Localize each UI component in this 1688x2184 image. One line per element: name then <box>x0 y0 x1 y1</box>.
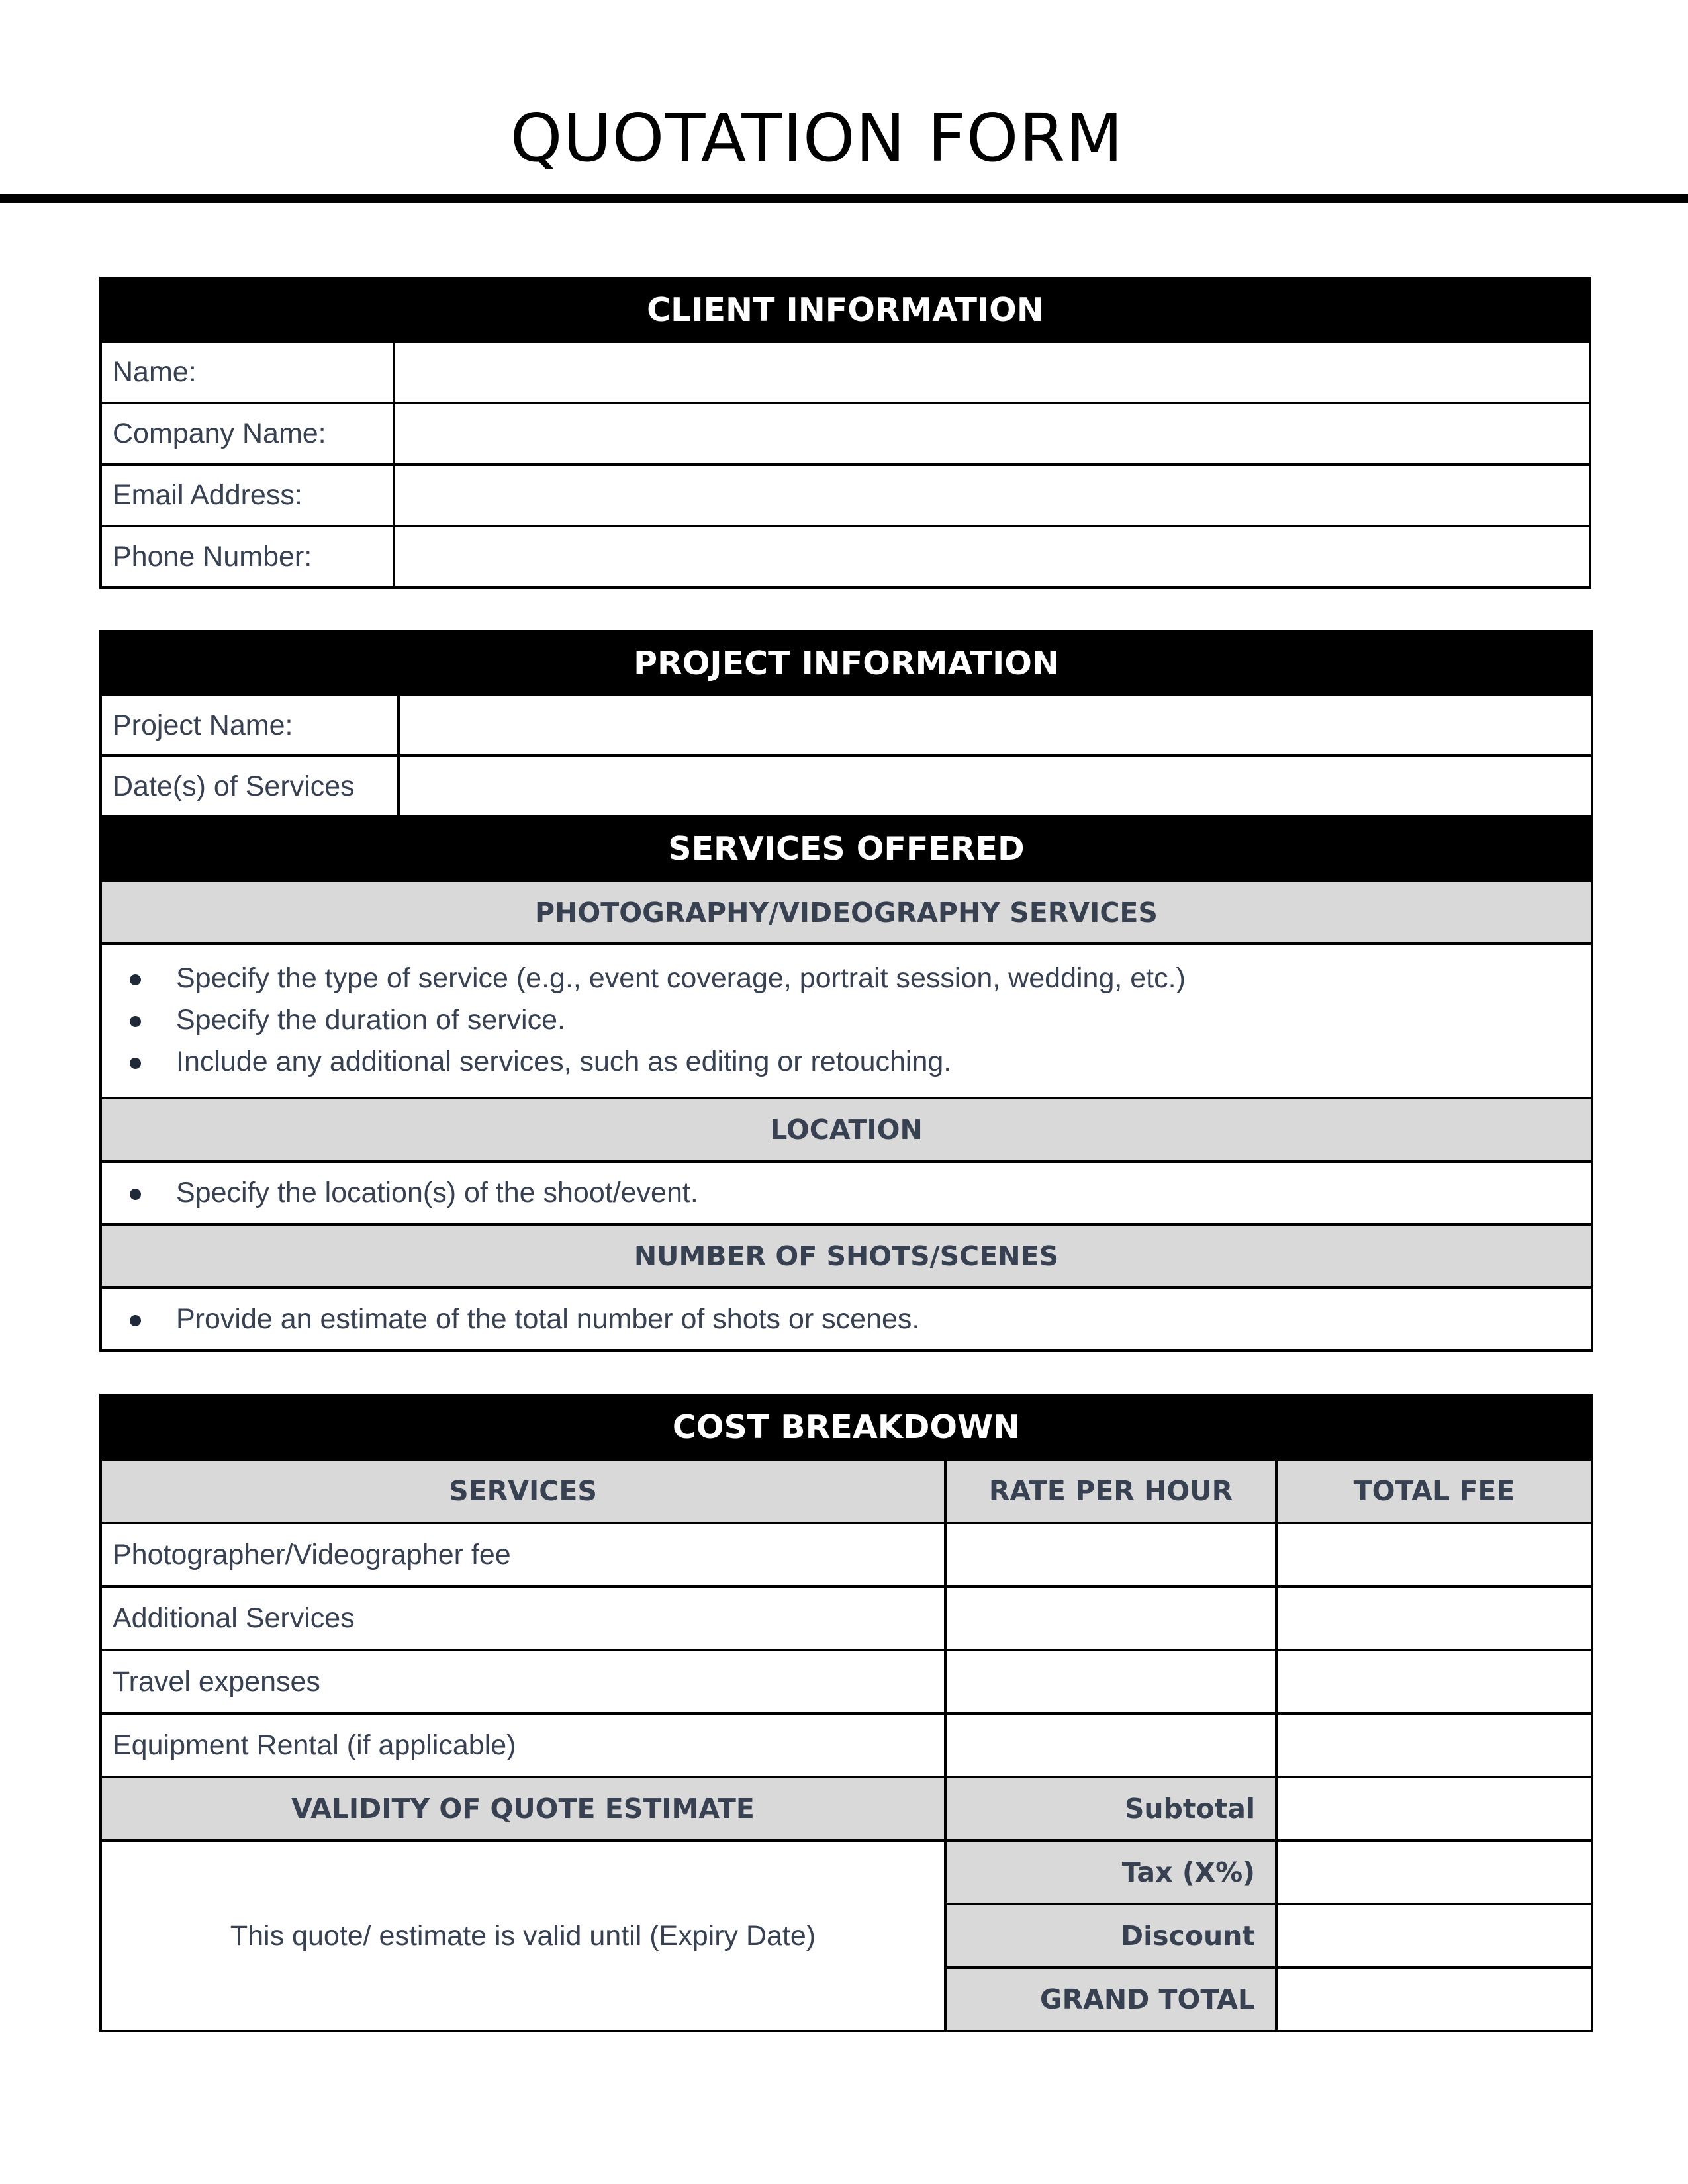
company-name-field[interactable] <box>394 403 1590 465</box>
rate-field[interactable] <box>945 1586 1276 1650</box>
tax-field[interactable] <box>1276 1841 1592 1904</box>
validity-text: This quote/ estimate is valid until (Expiry Date) <box>101 1841 945 2031</box>
validity-header: VALIDITY OF QUOTE ESTIMATE <box>101 1777 945 1841</box>
project-name-label: Project Name: <box>101 695 399 756</box>
subtotal-field[interactable] <box>1276 1777 1592 1841</box>
total-field[interactable] <box>1276 1586 1592 1650</box>
table-row <box>101 1713 1592 1777</box>
service-cell: Additional Services <box>101 1586 945 1650</box>
phone-number-field[interactable] <box>394 526 1590 588</box>
rate-field[interactable] <box>945 1650 1276 1713</box>
location-header: LOCATION <box>101 1098 1592 1161</box>
number-of-shots-header: NUMBER OF SHOTS/SCENES <box>101 1224 1592 1287</box>
title-divider <box>0 194 1688 203</box>
photography-videography-header: PHOTOGRAPHY/VIDEOGRAPHY SERVICES <box>101 881 1592 944</box>
company-name-label: Company Name: <box>101 403 394 465</box>
client-information-header: CLIENT INFORMATION <box>101 278 1590 341</box>
discount-field[interactable] <box>1276 1904 1592 1968</box>
rate-field[interactable] <box>945 1523 1276 1586</box>
project-name-field[interactable] <box>399 695 1592 756</box>
cost-breakdown-table <box>99 1394 1593 2032</box>
service-cell: Photographer/Videographer fee <box>101 1523 945 1586</box>
discount-label: Discount <box>945 1904 1276 1968</box>
list-item: Provide an estimate of the total number of shots or scenes. <box>176 1298 1591 1340</box>
services-column-header: SERVICES <box>101 1459 945 1523</box>
list-item: Include any additional services, such as editing or retouching. <box>176 1041 1591 1083</box>
name-field[interactable] <box>394 341 1590 403</box>
dates-of-services-label: Date(s) of Services <box>101 756 399 817</box>
service-cell: Equipment Rental (if applicable) <box>101 1713 945 1777</box>
table-row <box>101 1650 1592 1713</box>
rate-field[interactable] <box>945 1713 1276 1777</box>
location-bullets <box>101 1161 1592 1224</box>
name-label: Name: <box>101 341 394 403</box>
list-item: Specify the location(s) of the shoot/event. <box>176 1172 1591 1214</box>
project-information-header: PROJECT INFORMATION <box>101 631 1592 695</box>
service-cell: Travel expenses <box>101 1650 945 1713</box>
table-row <box>101 1586 1592 1650</box>
tax-label: Tax (X%) <box>945 1841 1276 1904</box>
phone-number-label: Phone Number: <box>101 526 394 588</box>
project-information-table <box>99 630 1593 1352</box>
cost-breakdown-header: COST BREAKDOWN <box>101 1395 1592 1459</box>
list-item: Specify the duration of service. <box>176 999 1591 1041</box>
list-item: Specify the type of service (e.g., event coverage, portrait session, wedding, etc.) <box>176 958 1591 999</box>
total-field[interactable] <box>1276 1523 1592 1586</box>
dates-of-services-field[interactable] <box>399 756 1592 817</box>
email-address-label: Email Address: <box>101 465 394 526</box>
photography-bullets <box>101 944 1592 1098</box>
services-offered-header: SERVICES OFFERED <box>101 817 1592 881</box>
email-address-field[interactable] <box>394 465 1590 526</box>
subtotal-label: Subtotal <box>945 1777 1276 1841</box>
grand-total-field[interactable] <box>1276 1968 1592 2031</box>
total-field[interactable] <box>1276 1713 1592 1777</box>
page-title: QUOTATION FORM <box>510 99 1124 177</box>
shots-bullets <box>101 1287 1592 1351</box>
grand-total-label: GRAND TOTAL <box>945 1968 1276 2031</box>
client-information-table <box>99 277 1591 589</box>
total-fee-column-header: TOTAL FEE <box>1276 1459 1592 1523</box>
table-row <box>101 1523 1592 1586</box>
rate-per-hour-column-header: RATE PER HOUR <box>945 1459 1276 1523</box>
total-field[interactable] <box>1276 1650 1592 1713</box>
